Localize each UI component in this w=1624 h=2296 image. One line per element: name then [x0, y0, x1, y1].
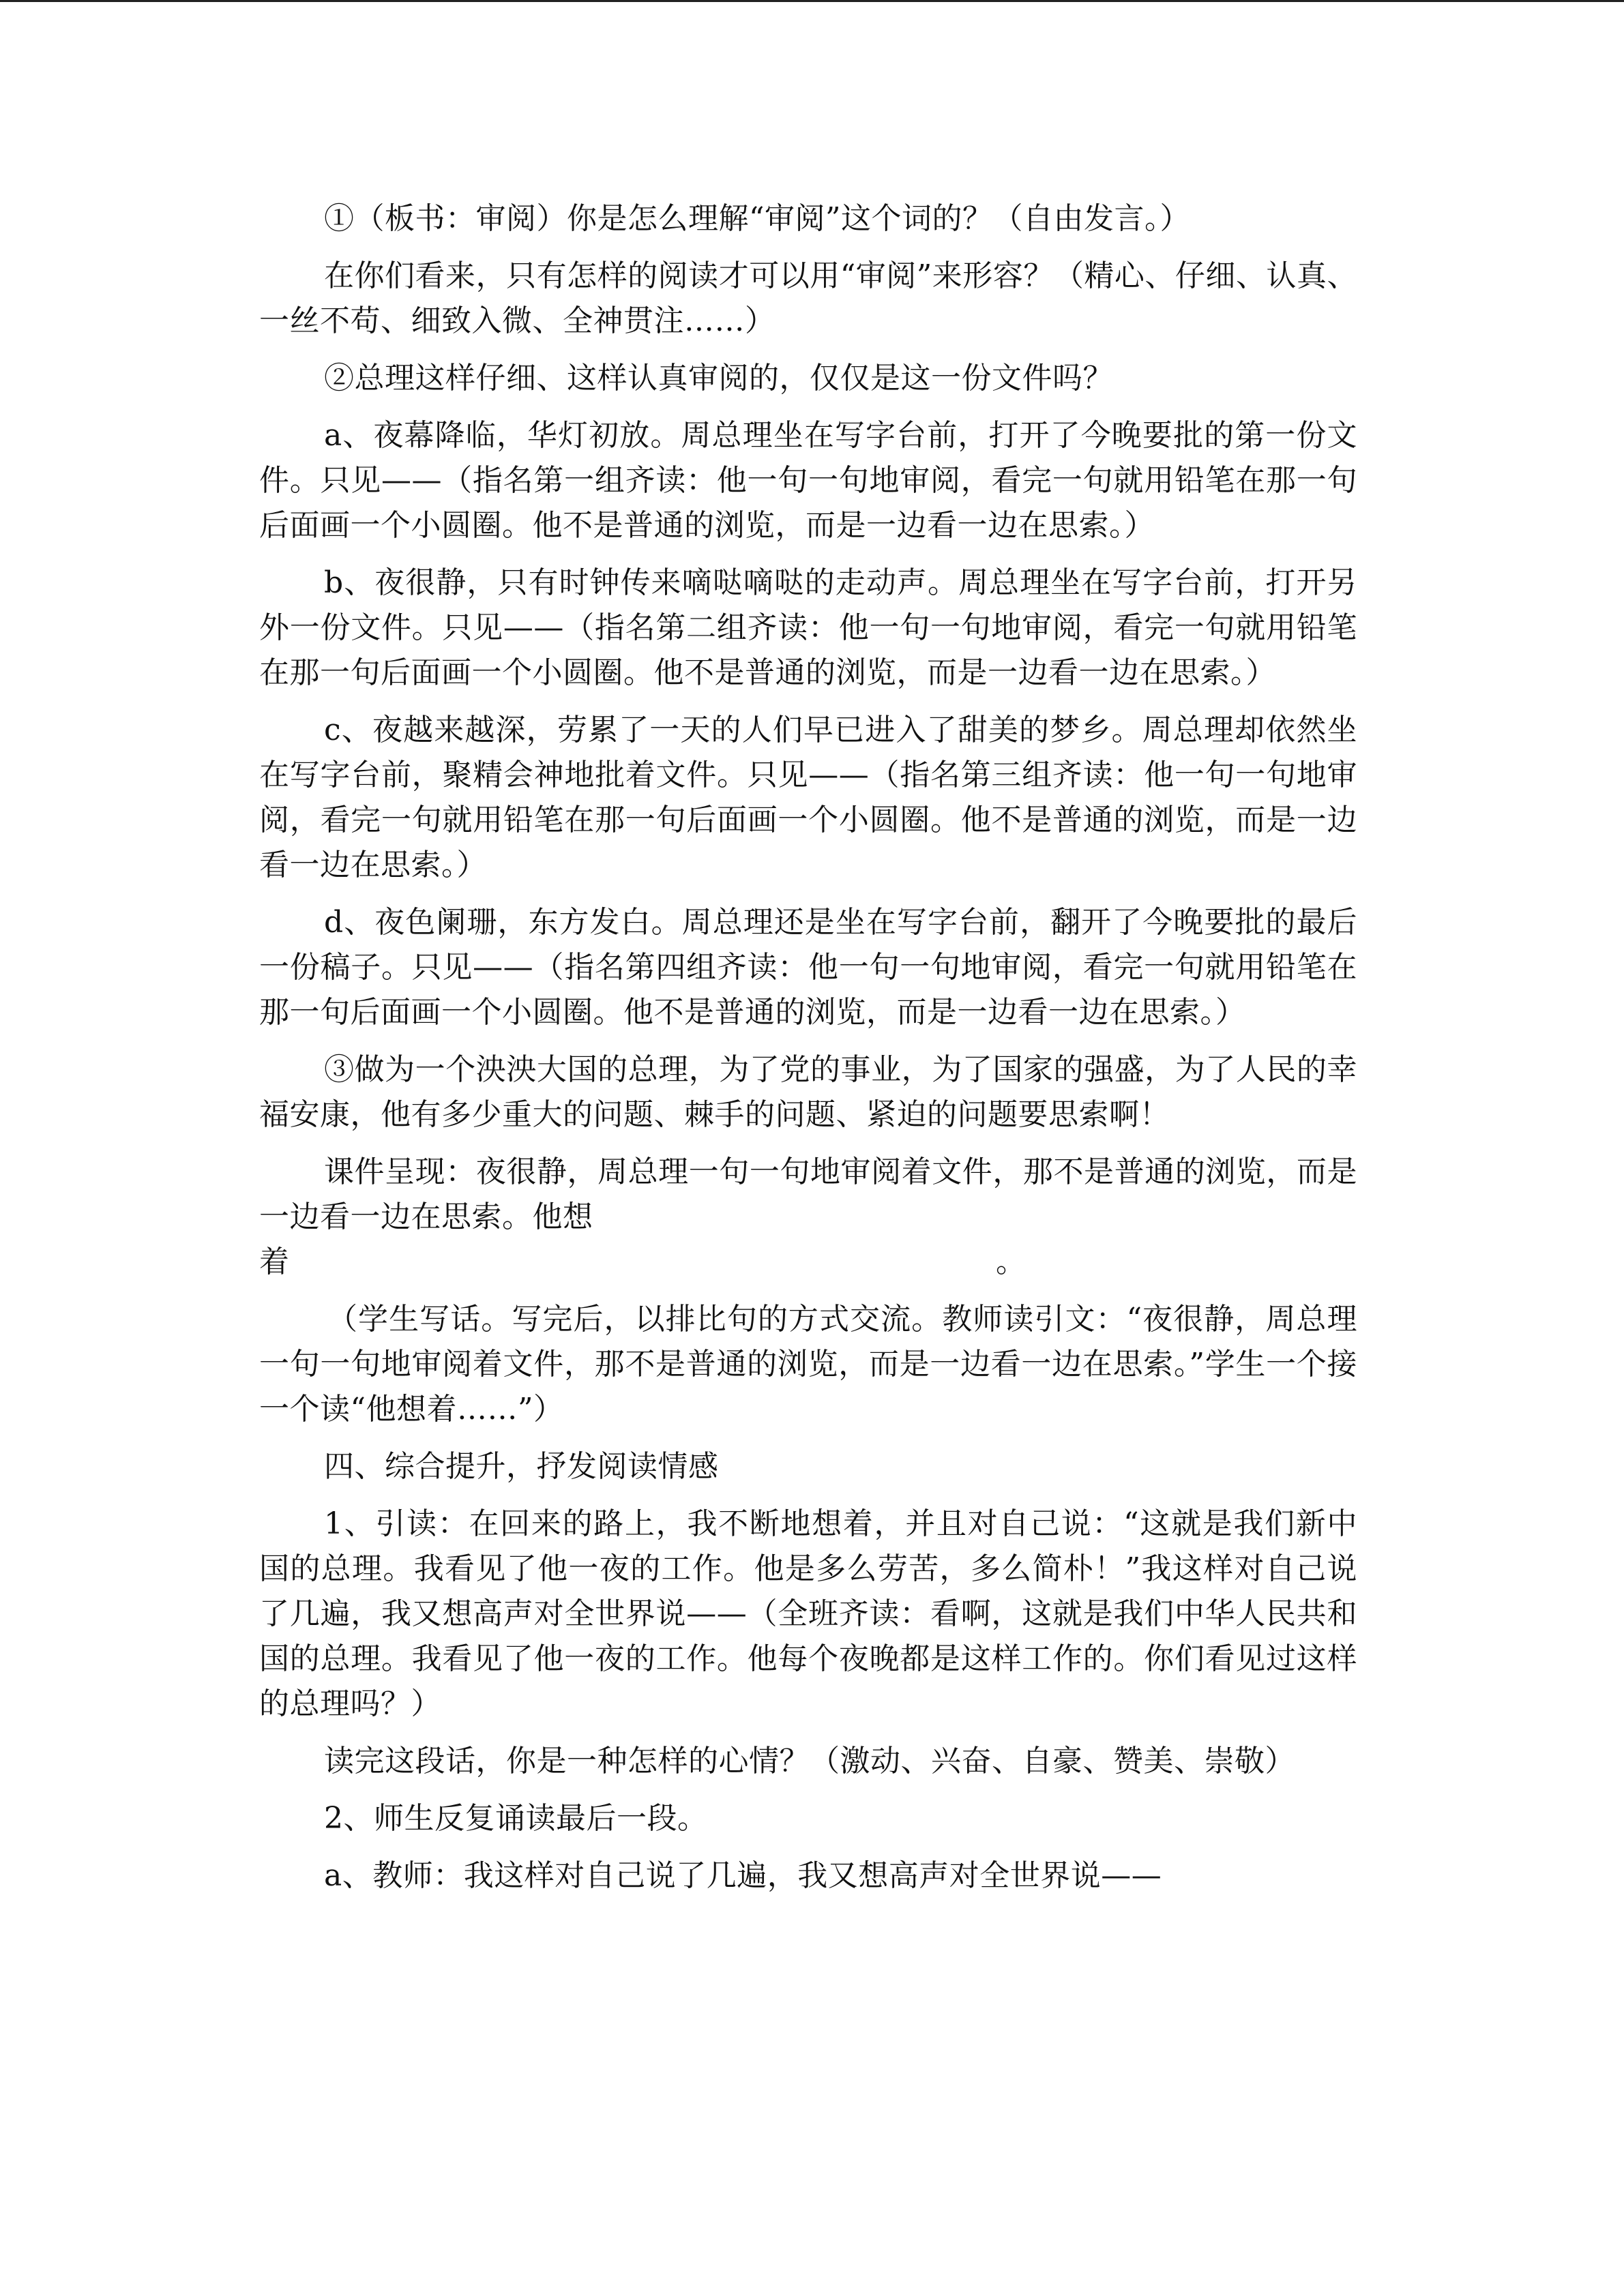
document-body — [259, 196, 1357, 1911]
paragraph-courseware: 课件呈现：夜很静，周总理一句一句地审阅着文件，那不是普通的浏览，而是一边看一边在思索。他想 — [259, 1154, 1357, 1234]
paragraph-feeling-question: 读完这段话，你是一种怎样的心情？（激动、兴奋、自豪、赞美、崇敬） — [324, 1744, 1295, 1778]
paragraph-guided-reading: 1、引读：在回来的路上，我不断地想着，并且对自己说：“这就是我们新中国的总理。我看见了他一夜的工作。他是多么劳苦，多么简朴！”我这样对自己说了几遍，我又想高声对全世界说——（全班齐读：看啊，这就是我们中华人民共和国的总理。我看见了他一夜的工作。他每个夜晚都是这样工作的。你们看见过这样的总理吗？） — [259, 1506, 1357, 1721]
fill-line-tail: 。 — [996, 1244, 1026, 1279]
paragraph-group-four: d、夜色阑珊，东方发白。周总理还是坐在写字台前，翻开了今晚要批的最后一份稿子。只见——（指名第四组齐读：他一句一句地审阅，看完一句就用铅笔在那一句后面画一个小圆圈。他不是普通的浏览，而是一边看一边在思索。） — [259, 905, 1357, 1030]
paragraph-premier-thinking: ③做为一个泱泱大国的总理，为了党的事业，为了国家的强盛，为了人民的幸福安康，他有多少重大的问题、棘手的问题、紧迫的问题要思索啊！ — [259, 1052, 1357, 1132]
paragraph-repeat-reading: 2、师生反复诵读最后一段。 — [324, 1801, 708, 1836]
paragraph-premier-question: ②总理这样仔细、这样认真审阅的，仅仅是这一份文件吗？ — [324, 361, 1113, 396]
paragraph-reading-description: 在你们看来，只有怎样的阅读才可以用“审阅”来形容？（精心、仔细、认真、一丝不苟、细致入微、全神贯注……） — [259, 258, 1357, 338]
fill-line-head: 着 — [259, 1244, 289, 1279]
paragraph-group-two: b、夜很静，只有时钟传来嘀哒嘀哒的走动声。周总理坐在写字台前，打开另外一份文件。只见——（指名第二组齐读：他一句一句地审阅，看完一句就用铅笔在那一句后面画一个小圆圈。他不是普通的浏览，而是一边看一边在思索。） — [259, 565, 1357, 690]
top-border-line — [0, 0, 1624, 2]
paragraph-shenyue-question: ①（板书：审阅）你是怎么理解“审阅”这个词的？（自由发言。） — [324, 201, 1190, 236]
section-heading-four: 四、综合提升，抒发阅读情感 — [324, 1449, 719, 1484]
paragraph-student-writing: （学生写话。写完后，以排比句的方式交流。教师读引文：“夜很静，周总理一句一句地审阅着文件，那不是普通的浏览，而是一边看一边在思索。”学生一个接一个读“他想着……”） — [259, 1302, 1357, 1427]
paragraph-group-one: a、夜幕降临，华灯初放。周总理坐在写字台前，打开了今晚要批的第一份文件。只见——（指名第一组齐读：他一句一句地审阅，看完一句就用铅笔在那一句后面画一个小圆圈。他不是普通的浏览，而是一边看一边在思索。） — [259, 418, 1357, 543]
fill-in-blank-line — [259, 1240, 1357, 1285]
paragraph-teacher-line: a、教师：我这样对自己说了几遍，我又想高声对全世界说—— — [324, 1858, 1162, 1893]
paragraph-group-three: c、夜越来越深，劳累了一天的人们早已进入了甜美的梦乡。周总理却依然坐在写字台前，聚精会神地批着文件。只见——（指名第三组齐读：他一句一句地审阅，看完一句就用铅笔在那一句后面画一个小圆圈。他不是普通的浏览，而是一边看一边在思索。） — [259, 713, 1357, 882]
